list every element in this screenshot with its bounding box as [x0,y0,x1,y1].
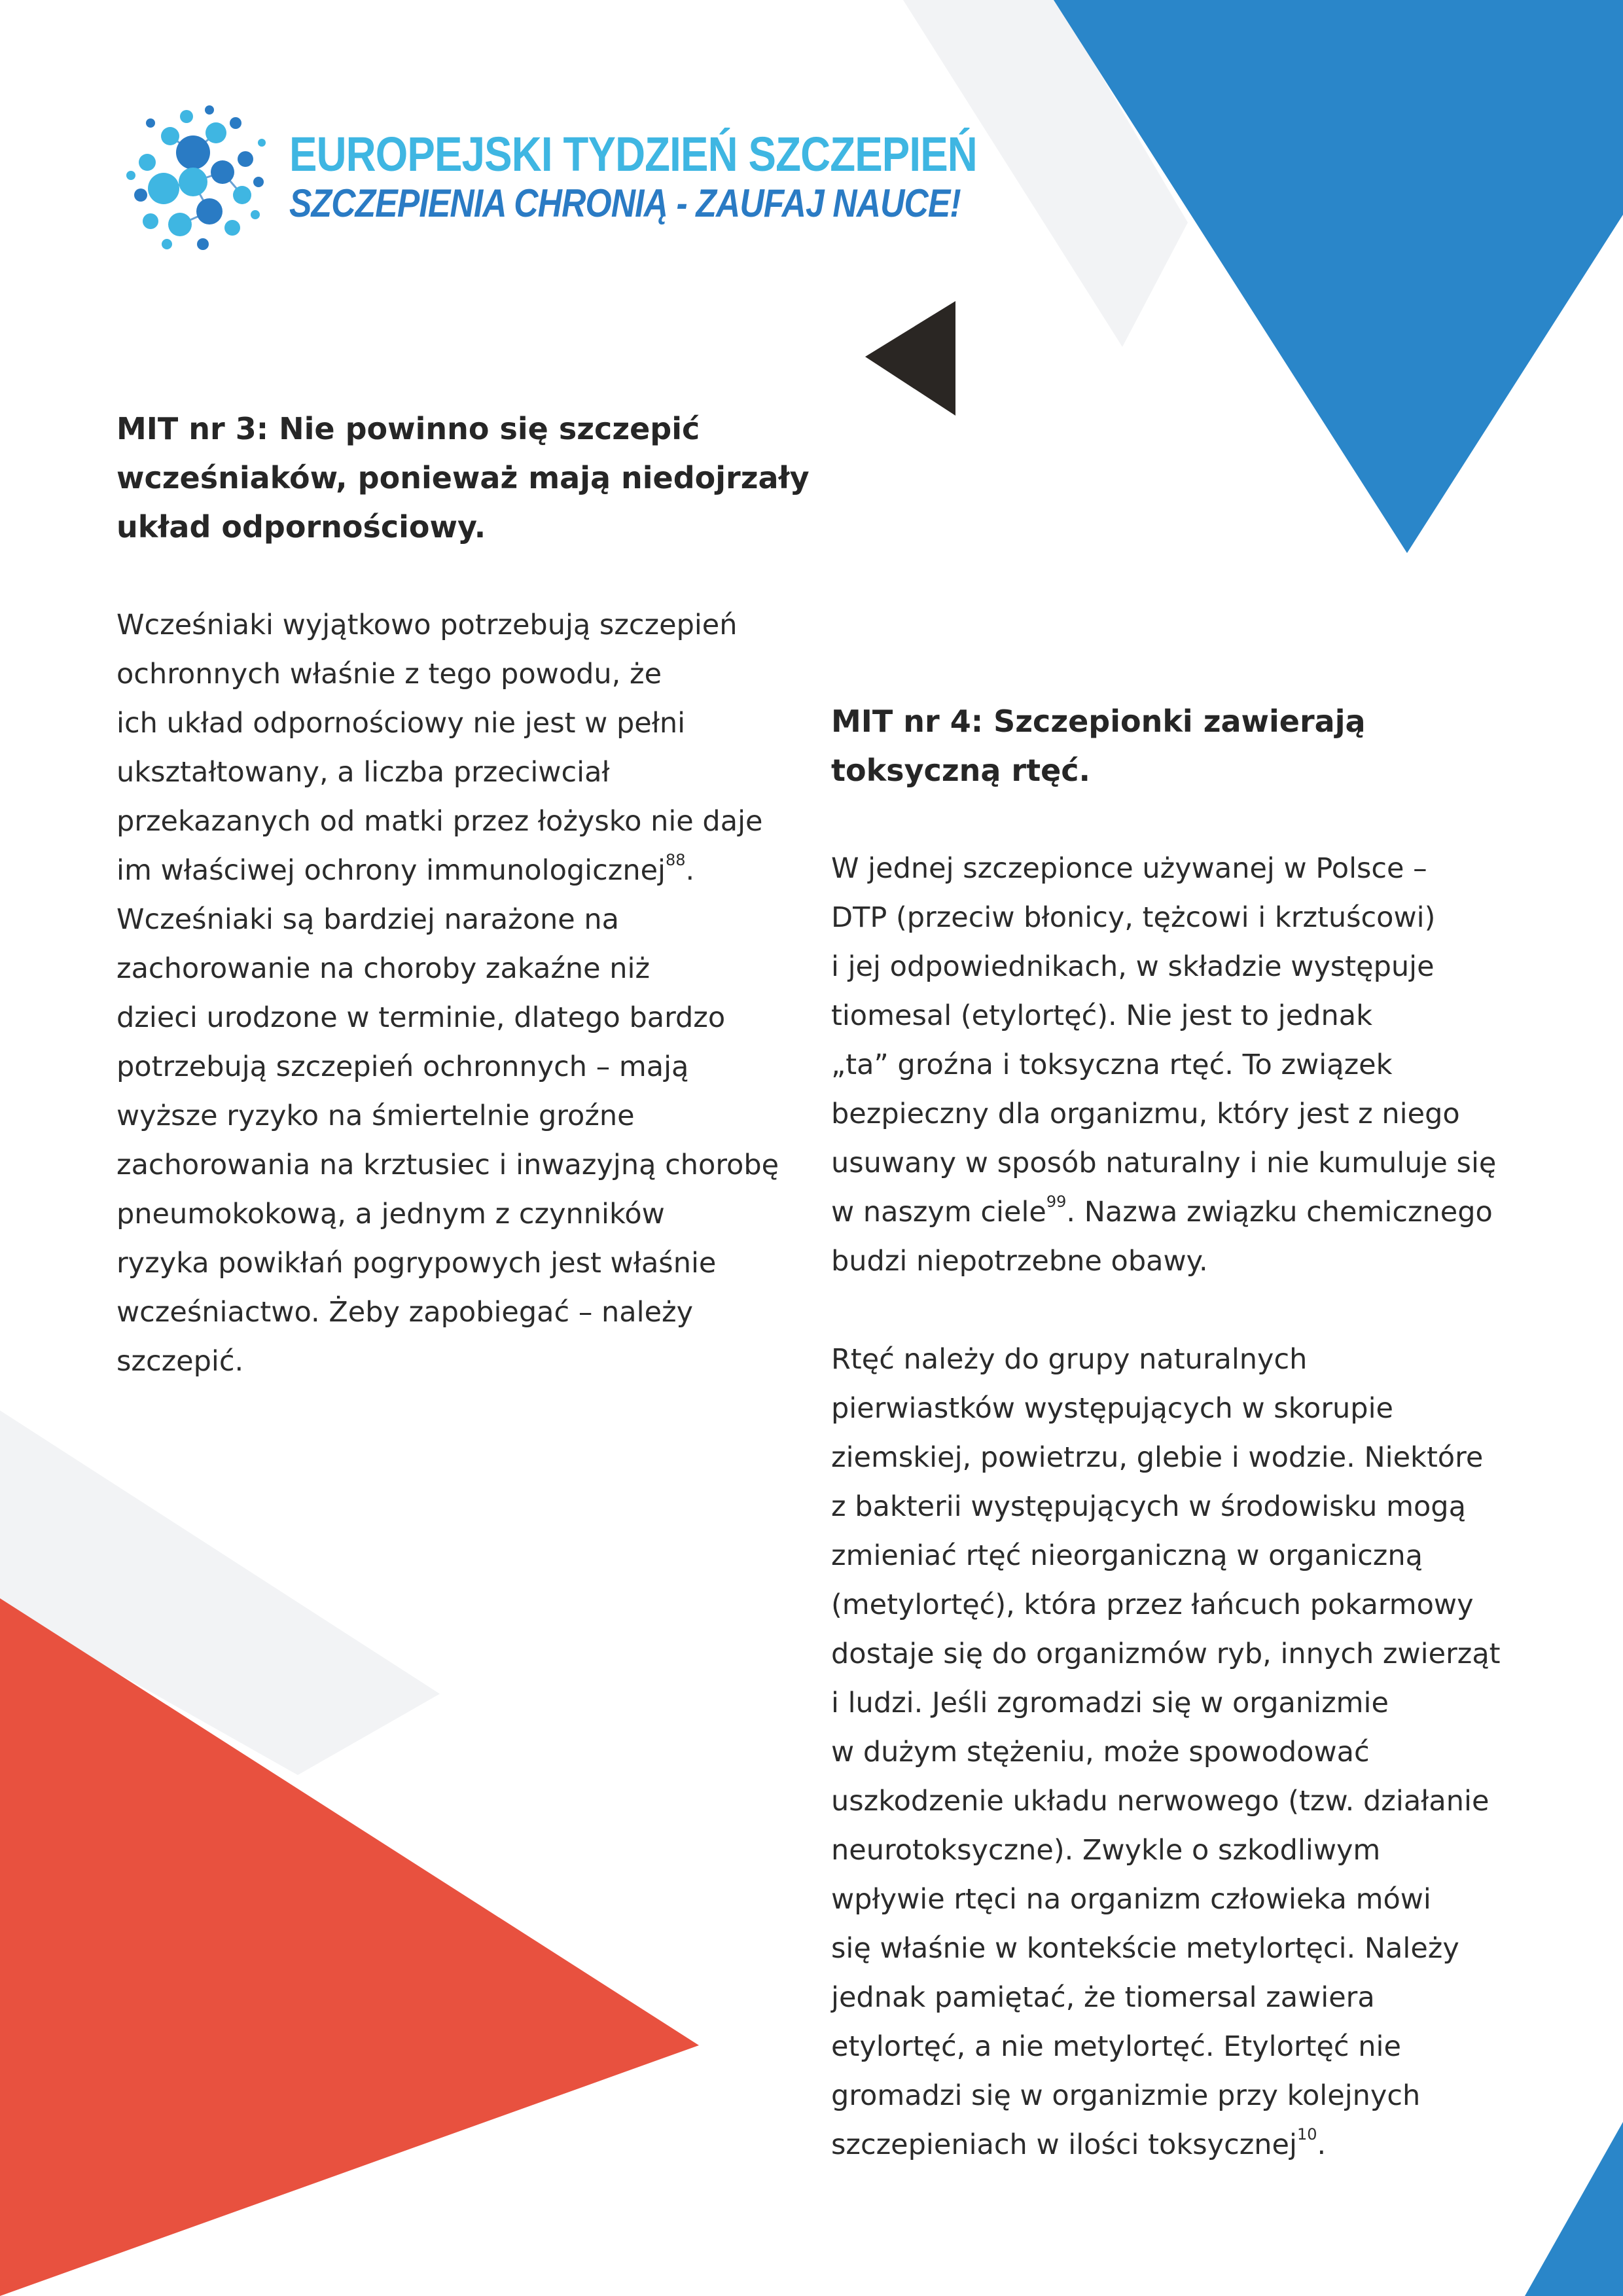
blue-triangle-bottom-right [1525,2122,1623,2296]
myth-3-heading-line: wcześniaków, ponieważ mają niedojrzały [116,460,810,495]
myth-4-para1-line: bezpieczny dla organizmu, który jest z niego [831,1098,1460,1130]
myth-4-heading-line: MIT nr 4: Szczepionki zawierają [831,704,1366,739]
myth-3-body-line: wcześniactwo. Żeby zapobiegać – należy [116,1296,694,1329]
myth-4-para2-line: z bakterii występujących w środowisku mogą [831,1490,1466,1523]
myth-4-para1-line: W jednej szczepionce używanej w Polsce – [831,852,1427,885]
myth-4-body-text: . [1317,2128,1327,2161]
myth-4-body-text: szczepieniach w ilości toksycznej [831,2128,1297,2161]
myth-3-body-text: im właściwej ochrony immunologicznej [116,854,666,887]
myth-4-para1-line: DTP (przeciw błonicy, tężcowi i krztuścowi) [831,901,1436,934]
myth-4-para2-line: się właśnie w kontekście metylortęci. Należy [831,1932,1459,1965]
myth-3-body-line: Wcześniaki są bardziej narażone na [116,903,620,936]
globe-dots [126,105,266,250]
myth-4-para2-line-with-footnote [831,2121,1501,2170]
myth-4-para2-line: (metylortęć), która przez łańcuch pokarmowy [831,1588,1474,1621]
myth-3-body-text: . [685,854,695,887]
myth-3-heading-line: MIT nr 3: Nie powinno się szczepić [116,411,700,446]
myth-3-body-line: dzieci urodzone w terminie, dlatego bardzo [116,1001,726,1034]
myth-4-para2-line: pierwiastków występujących w skorupie [831,1392,1393,1425]
logo-slogan: SZCZEPIENIA CHRONIĄ - ZAUFAJ NAUCE! [289,181,961,225]
myth-4-para2-line: wpływie rtęci na organizm człowieka mówi [831,1883,1431,1916]
myth-3-body-line: potrzebują szczepień ochronnych – mają [116,1050,689,1083]
myth-3-body-line: Wcześniaki wyjątkowo potrzebują szczepień [116,609,738,641]
myth-4-section [831,697,1501,2170]
myth-4-para1-line: tiomesal (etylortęć). Nie jest to jednak [831,999,1372,1032]
myth-3-section [116,404,810,1386]
molecule-globe-icon [111,97,275,260]
myth-3-body-line: ryzyka powikłań pogrypowych jest właśnie [116,1247,717,1280]
myth-4-para2-line: zmieniać rtęć nieorganiczną w organiczną [831,1539,1423,1572]
myth-4-para1-line: „ta” groźna i toksyczna rtęć. To związek [831,1049,1393,1081]
myth-4-para2-line: i ludzi. Jeśli zgromadzi się w organizmie [831,1687,1389,1719]
myth-4-para2-line: etylortęć, a nie metylortęć. Etylortęć nie [831,2030,1401,2063]
myth-3-body-line: pneumokokową, a jednym z czynników [116,1198,665,1230]
myth-4-para2-line: Rtęć należy do grupy naturalnych [831,1343,1308,1376]
footnote-reference: 10 [1296,2125,1317,2144]
campaign-logo [111,97,977,260]
myth-4-body-text: . Nazwa związku chemicznego [1066,1196,1493,1229]
myth-4-para1-line: budzi niepotrzebne obawy. [831,1245,1208,1278]
myth-4-para2-line: w dużym stężeniu, może spowodować [831,1736,1370,1768]
myth-3-body-line: przekazanych od matki przez łożysko nie daje [116,805,763,838]
myth-4-heading-line: toksyczną rtęć. [831,753,1091,788]
myth-4-para2-line: dostaje się do organizmów ryb, innych zwierząt [831,1638,1501,1670]
myth-3-body-line: szczepić. [116,1345,244,1378]
myth-3-body-line: zachorowania na krztusiec i inwazyjną chorobę [116,1149,779,1181]
myth-4-body-text: w naszym ciele [831,1196,1046,1229]
footnote-reference: 99 [1046,1193,1067,1211]
myth-4-para1-line: i jej odpowiednikach, w składzie występuje [831,950,1435,983]
myth-3-body-line-with-footnote [116,846,810,895]
black-triangle-pointer [865,301,955,416]
myth-4-para1-line: usuwany w sposób naturalny i nie kumuluje się [831,1147,1497,1179]
myth-4-para2-line: jednak pamiętać, że tiomersal zawiera [831,1981,1375,2014]
myth-3-body-line: zachorowanie na choroby zakaźne niż [116,952,651,985]
myth-4-para2-line: gromadzi się w organizmie przy kolejnych [831,2079,1421,2112]
myth-4-para1-line-with-footnote [831,1188,1501,1237]
myth-3-body-line: ochronnych właśnie z tego powodu, że [116,658,662,691]
myth-3-body-line: ich układ odpornościowy nie jest w pełni [116,707,686,740]
logo-title: EUROPEJSKI TYDZIEŃ SZCZEPIEŃ [289,127,977,181]
myth-4-para2-line: uszkodzenie układu nerwowego (tzw. działanie [831,1785,1489,1818]
myth-3-body-line: ukształtowany, a liczba przeciwciał [116,756,610,789]
myth-4-para2-line: ziemskiej, powietrzu, glebie i wodzie. Niektóre [831,1441,1484,1474]
myth-4-para2-line: neurotoksyczne). Zwykle o szkodliwym [831,1834,1381,1867]
logo-wordmark [289,128,1089,226]
footnote-reference: 88 [665,851,686,869]
myth-3-heading-line: układ odpornościowy. [116,509,486,545]
myth-3-body-line: wyższe ryzyko na śmiertelnie groźne [116,1100,635,1132]
